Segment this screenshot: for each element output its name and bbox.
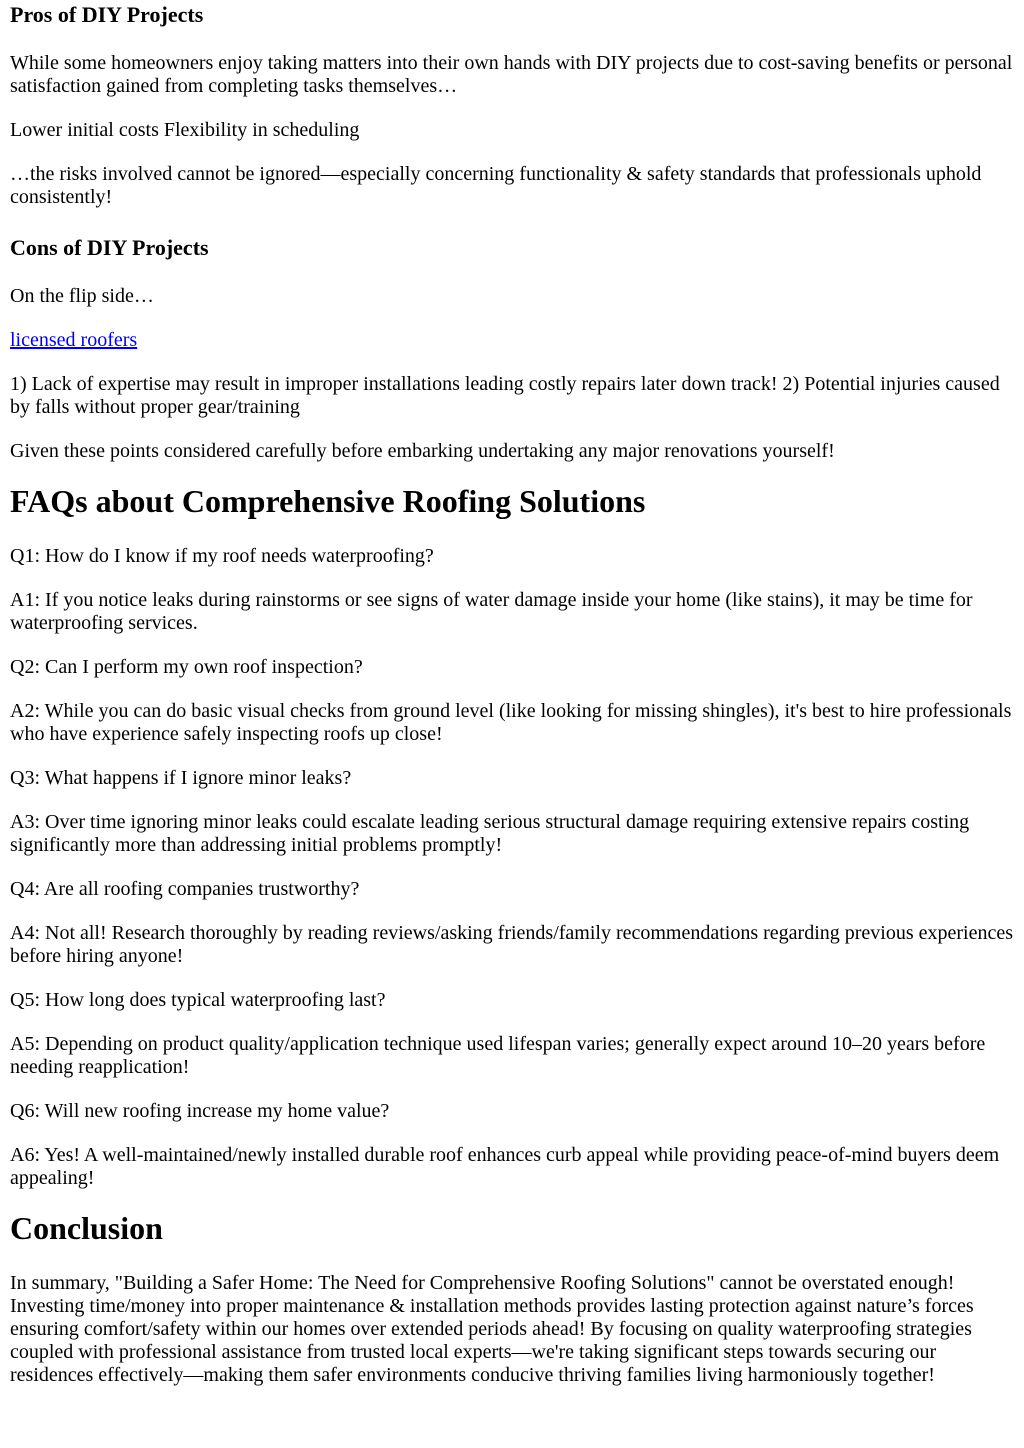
cons-given-paragraph: Given these points considered carefully before embarking undertaking any major renovations yourself! [10, 440, 835, 462]
faq-question: Q6: Will new roofing increase my home value? [10, 1100, 390, 1122]
pros-risks-paragraph: …the risks involved cannot be ignored—especially concerning functionality & safety standards that professionals uphold consistently! [10, 163, 982, 208]
cons-link-paragraph [10, 329, 1014, 352]
faqs-heading: FAQs about Comprehensive Roofing Solutions [10, 483, 646, 519]
licensed-roofers-link[interactable]: licensed roofers [10, 329, 138, 351]
faq-answer: A6: Yes! A well-maintained/newly installed durable roof enhances curb appeal while providing peace-of-mind buyers deem appealing! [10, 1144, 1000, 1189]
faq-question: Q2: Can I perform my own roof inspection? [10, 656, 363, 678]
pros-heading: Pros of DIY Projects [10, 2, 204, 27]
faq-answer: A1: If you notice leaks during rainstorms or see signs of water damage inside your home (like stains), it may be time for waterproofing services. [10, 589, 973, 634]
cons-heading: Cons of DIY Projects [10, 235, 209, 260]
faq-question: Q1: How do I know if my roof needs waterproofing? [10, 545, 434, 567]
conclusion-heading: Conclusion [10, 1210, 163, 1246]
faq-answer: A3: Over time ignoring minor leaks could escalate leading serious structural damage requiring extensive repairs costing significantly more than addressing initial problems promptly! [10, 811, 970, 856]
conclusion-paragraph: In summary, "Building a Safer Home: The Need for Comprehensive Roofing Solutions" cannot be overstated enough! Investing time/money into proper maintenance & installation methods provides lasting protection against nature’s forces ensuring comfort/safety within our homes over extended periods ahead! By focusing on quality waterproofing strategies coupled with professional assistance from trusted local experts—we're taking significant steps towards securing our residences effectively—making them safer environments conducive thriving families living harmoniously together! [10, 1272, 974, 1386]
faq-question: Q3: What happens if I ignore minor leaks? [10, 767, 352, 789]
cons-intro-paragraph: On the flip side… [10, 285, 154, 307]
cons-list-paragraph: 1) Lack of expertise may result in improper installations leading costly repairs later down track! 2) Potential injuries caused by falls without proper gear/training [10, 373, 1000, 418]
faq-answer: A2: While you can do basic visual checks from ground level (like looking for missing shingles), it's best to hire professionals who have experience safely inspecting roofs up close! [10, 700, 1012, 745]
article-page [0, 2, 1024, 1387]
faq-question: Q5: How long does typical waterproofing last? [10, 989, 386, 1011]
pros-list-paragraph: Lower initial costs Flexibility in scheduling [10, 119, 360, 141]
faq-question: Q4: Are all roofing companies trustworthy? [10, 878, 360, 900]
faq-list [10, 545, 1014, 1190]
faq-answer: A5: Depending on product quality/application technique used lifespan varies; generally expect around 10–20 years before needing reapplication! [10, 1033, 986, 1078]
pros-intro-paragraph: While some homeowners enjoy taking matters into their own hands with DIY projects due to cost-saving benefits or personal satisfaction gained from completing tasks themselves… [10, 52, 1013, 97]
faq-answer: A4: Not all! Research thoroughly by reading reviews/asking friends/family recommendations regarding previous experiences before hiring anyone! [10, 922, 1014, 967]
